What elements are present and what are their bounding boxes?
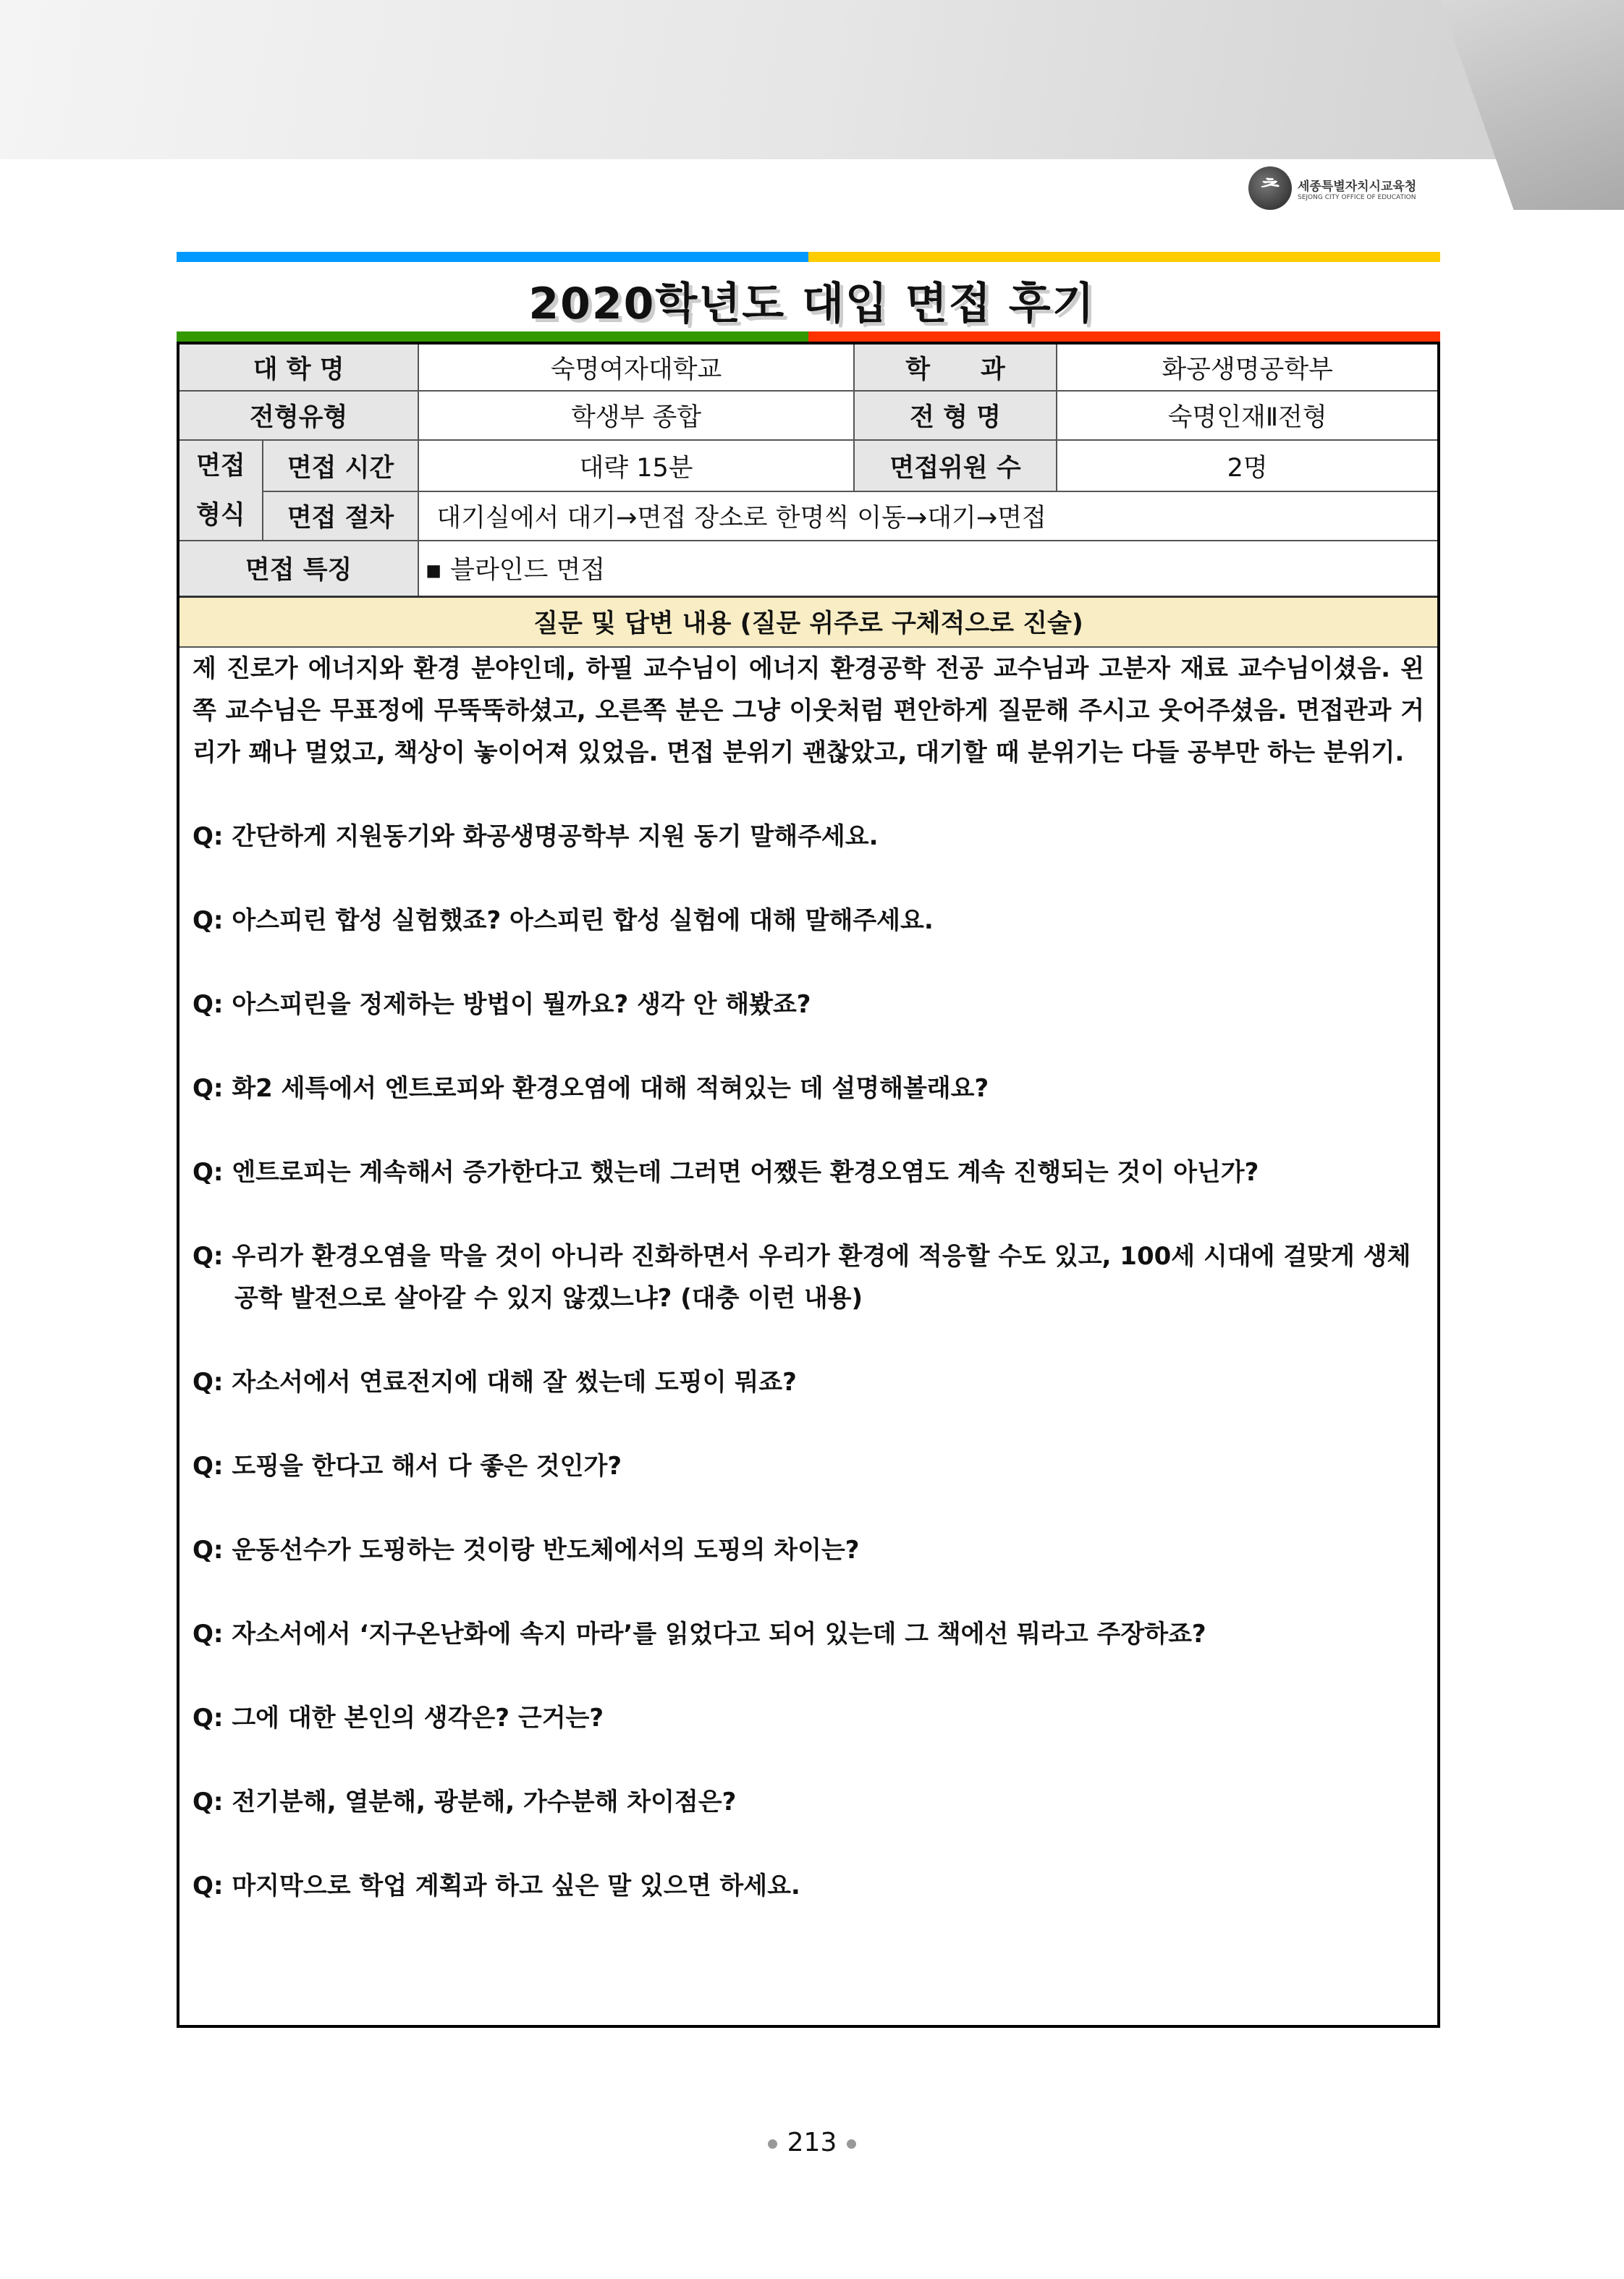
university-label: 대 학 명 <box>178 343 418 391</box>
admission-label: 전 형 명 <box>854 391 1057 440</box>
page-number: 213 <box>787 2128 837 2157</box>
question-item: Q: 운동선수가 도핑하는 것이랑 반도체에서의 도핑의 차이는? <box>193 1536 860 1565</box>
panel-value: 2명 <box>1057 440 1439 491</box>
page-footer <box>0 2128 1624 2157</box>
logo-name: 세종특별자치시교육청 <box>1298 179 1417 194</box>
question-item: Q: 도핑을 한다고 해서 다 좋은 것인가? <box>193 1452 622 1481</box>
dot-icon <box>768 2139 777 2149</box>
time-label: 면접 시간 <box>263 440 419 491</box>
question-item: Q: 엔트로피는 계속해서 증가한다고 했는데 그러면 어쨌든 환경오염도 계속 진행되는 것이 아닌가? <box>193 1158 1259 1187</box>
bottom-color-bar <box>177 331 1440 342</box>
format-label-a: 면접 <box>196 451 245 481</box>
qa-header: 질문 및 답변 내용 (질문 위주로 구체적으로 진술) <box>178 596 1439 647</box>
top-color-bar <box>177 252 1440 262</box>
admission-value: 숙명인재Ⅱ전형 <box>1057 391 1439 440</box>
page-title: 2020학년도 대입 면접 후기 <box>528 279 1096 329</box>
question-item: Q: 화2 세특에서 엔트로피와 환경오염에 대해 적혀있는 데 설명해볼래요? <box>193 1074 989 1103</box>
question-item: Q: 전기분해, 열분해, 광분해, 가수분해 차이점은? <box>193 1788 737 1817</box>
procedure-value: 대기실에서 대기→면접 장소로 한명씩 이동→대기→면접 <box>418 491 1439 541</box>
feature-value: ▪ 블라인드 면접 <box>418 541 1439 596</box>
qa-body <box>178 647 1439 2026</box>
dept-label: 학 과 <box>854 343 1057 391</box>
question-item: Q: 아스피린 합성 실험했죠? 아스피린 합성 실험에 대해 말해주세요. <box>193 906 934 935</box>
logo-icon: ᄎ <box>1248 166 1292 210</box>
feature-label: 면접 특징 <box>178 541 418 596</box>
university-value: 숙명여자대학교 <box>418 343 854 391</box>
logo-sub: SEJONG CITY OFFICE OF EDUCATION <box>1298 193 1416 201</box>
procedure-label: 면접 절차 <box>263 491 419 541</box>
header-band <box>0 0 1624 159</box>
logo <box>1248 166 1416 210</box>
dept-value: 화공생명공학부 <box>1057 343 1439 391</box>
question-item: Q: 그에 대한 본인의 생각은? 근거는? <box>193 1704 604 1733</box>
question-item: Q: 우리가 환경오염을 막을 것이 아니라 진화하면서 우리가 환경에 적응할 수도 있고, 100세 시대에 걸맞게 생체 공학 발전으로 살아갈 수 있지 않겠느냐? (대충 이런 내용) <box>193 1242 1411 1313</box>
question-list <box>193 816 1424 1907</box>
question-item: Q: 자소서에서 ‘지구온난화에 속지 마라’를 읽었다고 되어 있는데 그 책에선 뭐라고 주장하죠? <box>193 1620 1206 1649</box>
panel-label: 면접위원 수 <box>854 440 1057 491</box>
intro-paragraph: 제 진로가 에너지와 환경 분야인데, 하필 교수님이 에너지 환경공학 전공 교수님과 고분자 재료 교수님이셨음. 왼쪽 교수님은 무표정에 무뚝뚝하셨고, 오른쪽 분은 그냥 이웃처럼 편안하게 질문해 주시고 웃어주셨음. 면접관과 거리가 꽤나 멀었고, 책상이 놓이어져 있었음. 면접 분위기 괜찮았고, 대기할 때 분위기는 다들 공부만 하는 분위기. <box>193 654 1424 767</box>
format-label <box>178 440 263 541</box>
question-item: Q: 간단하게 지원동기와 화공생명공학부 지원 동기 말해주세요. <box>193 822 879 851</box>
format-label-b: 형식 <box>196 500 245 530</box>
dot-icon <box>847 2139 856 2149</box>
question-item: Q: 아스피린을 정제하는 방법이 뭘까요? 생각 안 해봤죠? <box>193 990 811 1019</box>
interview-table <box>177 342 1440 2028</box>
question-item: Q: 자소서에서 연료전지에 대해 잘 썼는데 도핑이 뭐죠? <box>193 1368 797 1397</box>
time-value: 대략 15분 <box>418 440 854 491</box>
type-label: 전형유형 <box>178 391 418 440</box>
type-value: 학생부 종합 <box>418 391 854 440</box>
question-item: Q: 마지막으로 학업 계획과 하고 싶은 말 있으면 하세요. <box>193 1872 800 1900</box>
